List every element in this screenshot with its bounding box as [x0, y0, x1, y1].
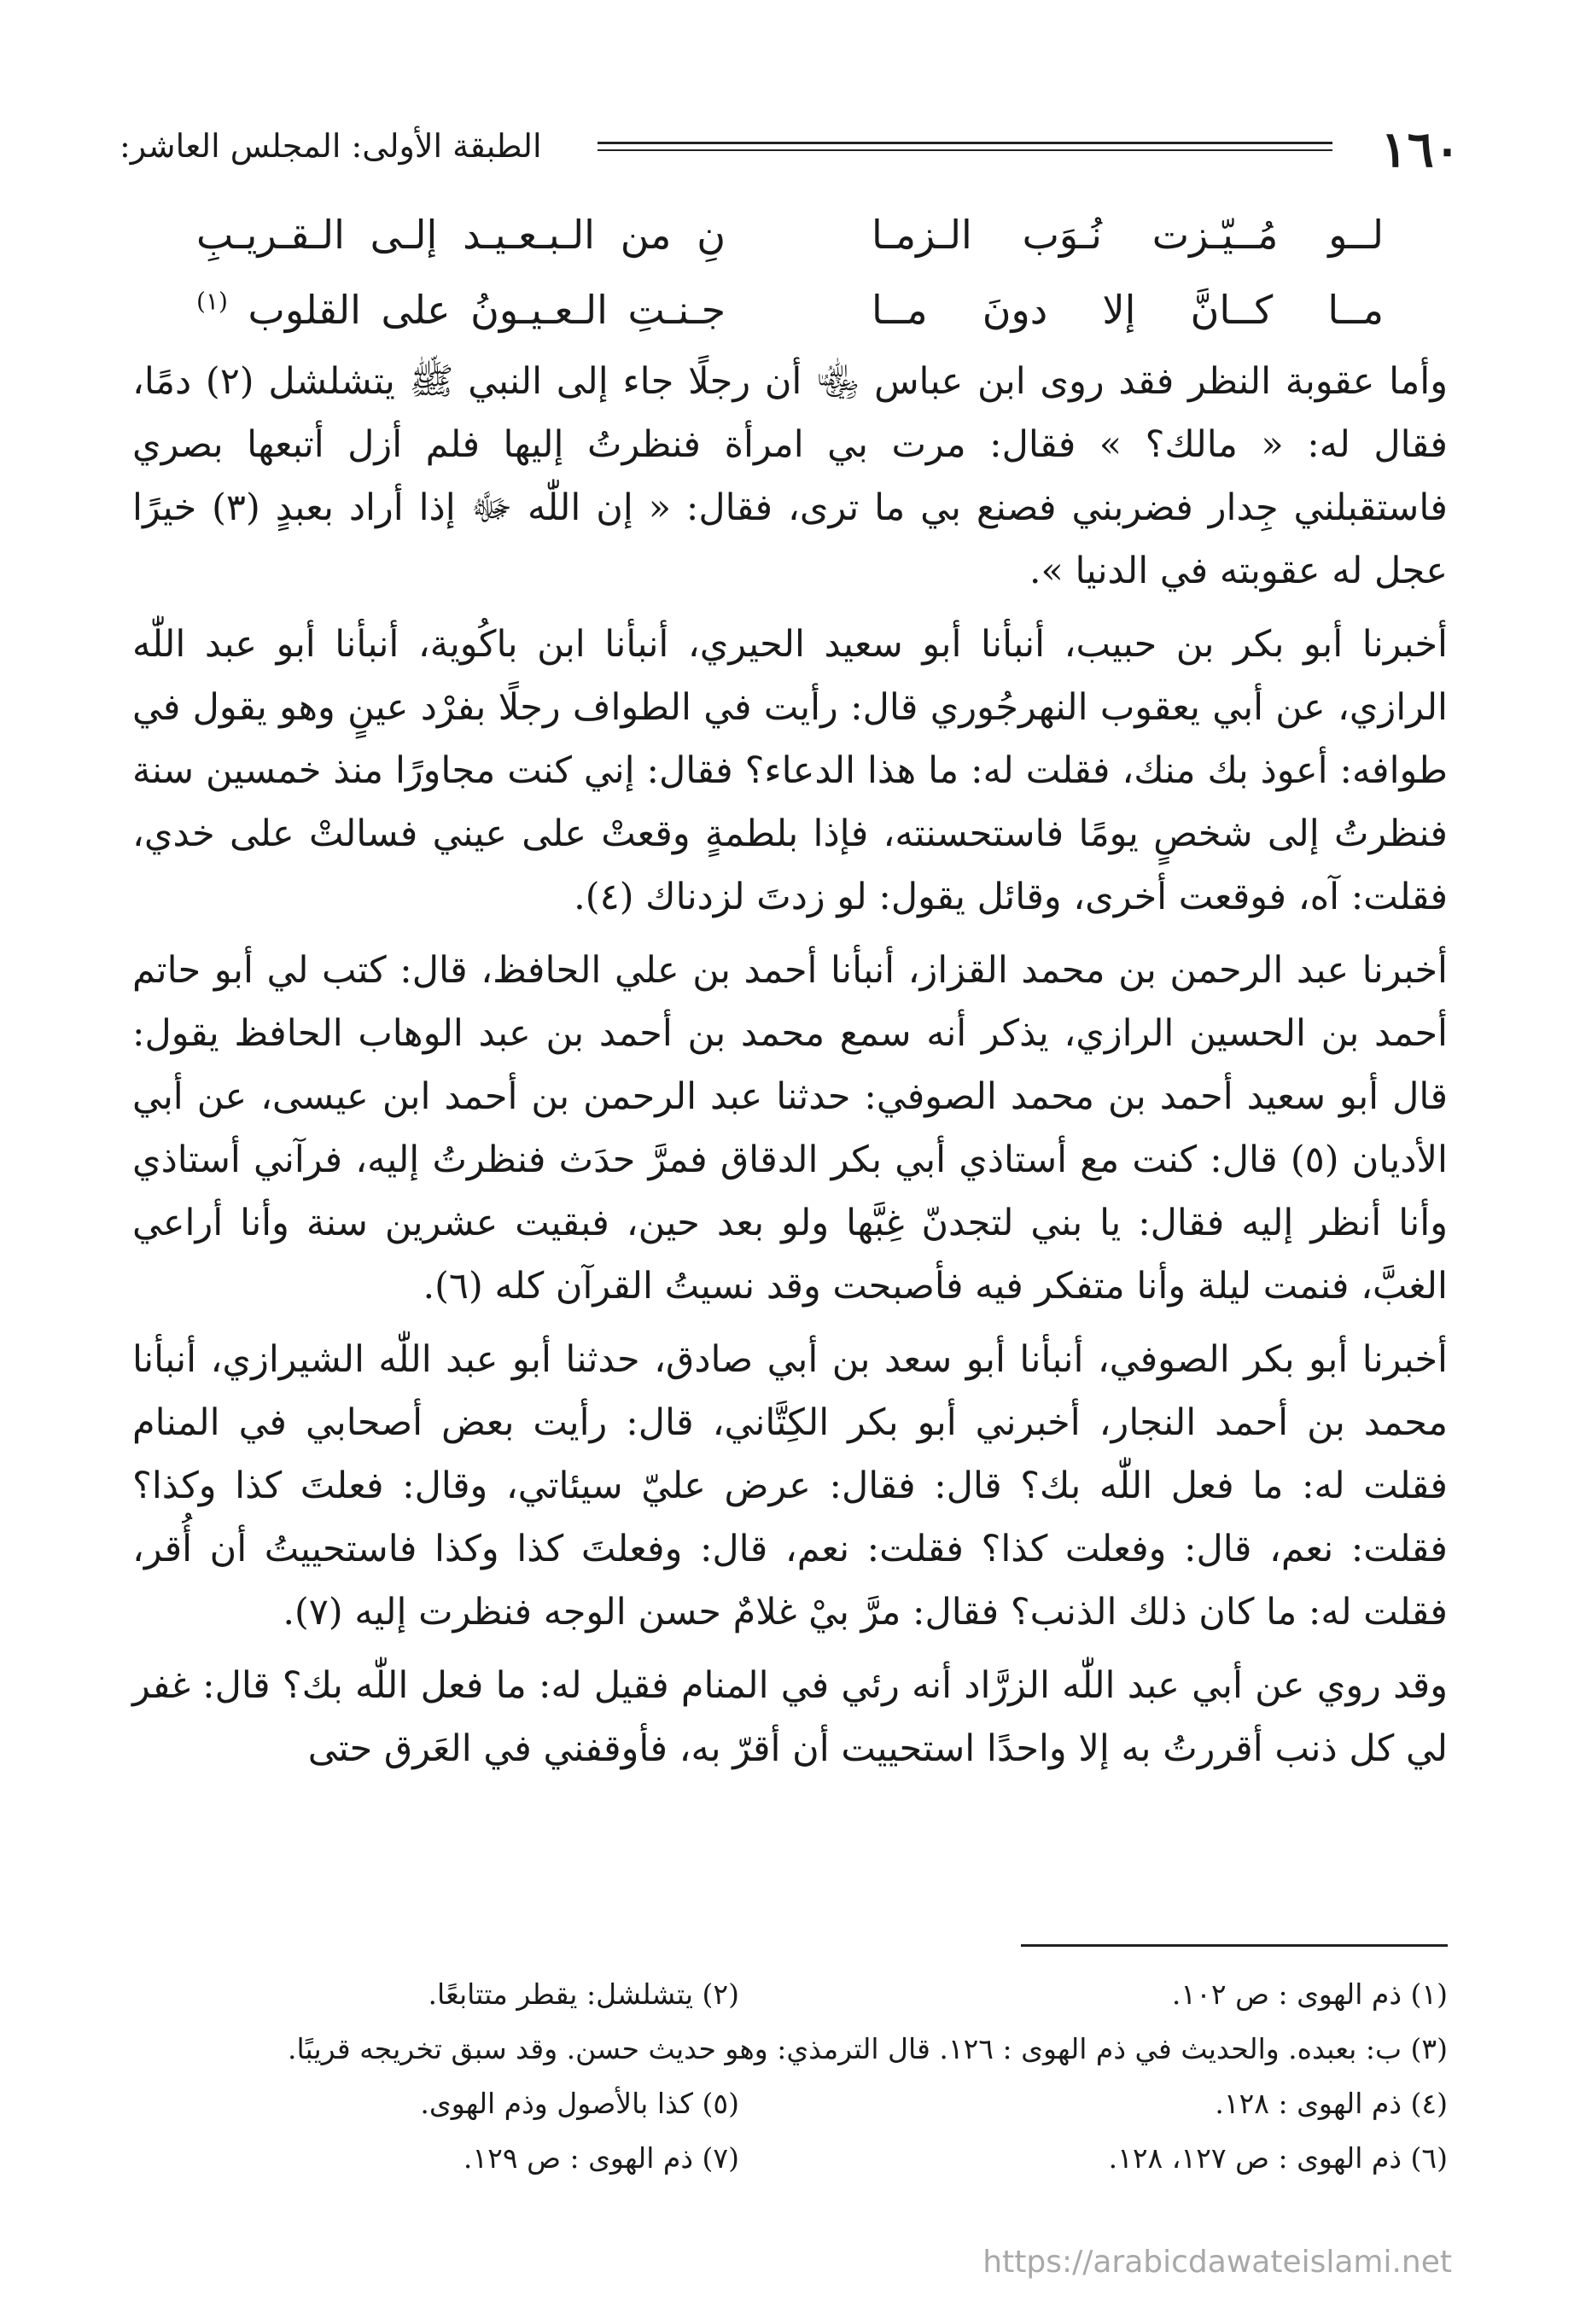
- running-title: الطبقة الأولى: المجلس العاشر:: [120, 127, 542, 165]
- paragraph: أخبرنا عبد الرحمن بن محمد القزاز، أنبأنا أحمد بن علي الحافظ، قال: كتب لي أبو حاتم أحمد بن الحسين الرازي، يذكر أنه سمع محمد بن أحمد بن عبد الوهاب الحافظ يقول: قال أبو سعيد أحمد بن محمد الصوفي: حدثنا عبد الرحمن بن أحمد ابن عيسى، عن أبي الأديان (٥) قال: كنت مع أستاذي أبي بكر الدقاق فمرَّ حدَث فنظرتُ إليه، فرآني أستاذي وأنا أنظر إليه فقال: يا بني لتجدنّ غِبَّها ولو بعد حين، فبقيت عشرين سنة وأنا أراعي الغبَّ، فنمت ليلة وأنا متفكر فيه فأصبحت وقد نسيتُ القرآن كله (٦).: [132, 949, 1449, 1308]
- paragraph: وأما عقوبة النظر فقد روى ابن عباس ﵄ أن رجلًا جاء إلى النبي ﷺ يتشلشل (٢) دمًا، فقال له: « مالك؟ » فقال: مرت بي امرأة فنظرتُ إليها فلم أزل أتبعها بصري فاستقبلني جِدار فضربني فصنع بي ما ترى، فقال: « إن اللّٰه ﷻ إذا أراد بعبدٍ (٣) خيرًا عجل له عقوبته في الدنيا ».: [132, 360, 1448, 592]
- verse-hemistich-second-with-ref: [196, 276, 726, 344]
- footnote-4: (٤) ذم الهوى : ١٢٨.: [1215, 2087, 1448, 2120]
- watermark-url: https://arabicdawateislami.net: [982, 2245, 1452, 2280]
- footnote-1: (١) ذم الهوى : ص ١٠٢.: [1171, 1977, 1448, 2011]
- footnote-2: (٢) يتشلشل: يقطر متتابعًا.: [428, 1977, 739, 2011]
- footnote-3: (٣) ب: بعبده. والحديث في ذم الهوى : ١٢٦. قال الترمذي: وهو حديث حسن. وقد سبق تخريجه قريبًا.: [287, 2032, 1448, 2065]
- paragraph: أخبرنا أبو بكر بن حبيب، أنبأنا أبو سعيد الحيري، أنبأنا ابن باكُوية، أنبأنا أبو عبد اللّٰه الرازي، عن أبي يعقوب النهرجُوري قال: رأيت في الطواف رجلًا بفرْد عينٍ وهو يقول في طوافه: أعوذ بك منك، فقلت له: ما هذا الدعاء؟ فقال: إني كنت مجاورًا منذ خمسين سنة فنظرتُ إلى شخصٍ يومًا فاستحسنته، فإذا بلطمةٍ وقعتْ على عيني فسالتْ على خدي، فقلت: آه، فوقعت أخرى، وقائل يقول: لو زدتَ لزدناك (٤).: [132, 623, 1448, 918]
- paragraph: أخبرنا أبو بكر الصوفي، أنبأنا أبو سعد بن أبي صادق، حدثنا أبو عبد اللّٰه الشيرازي، أنبأنا محمد بن أحمد النجار، أخبرني أبو بكر الكِتَّاني، قال: رأيت بعض أصحابي في المنام فقلت له: ما فعل اللّٰه بك؟ قال: فقال: عرض عليّ سيئاتي، وقال: فعلتَ كذا وكذا؟ فقلت: نعم، قال: وفعلت كذا؟ فقلت: نعم، قال: وفعلتَ كذا وكذا فاستحييتُ أن أُقر، فقلت له: ما كان ذلك الذنب؟ فقال: مرَّ بيْ غلامٌ حسن الوجه فنظرت إليه (٧).: [132, 1338, 1448, 1634]
- footnote-row: [145, 2131, 1448, 2186]
- paragraph: وقد روي عن أبي عبد اللّٰه الزرَّاد أنه رئي في المنام فقيل له: ما فعل اللّٰه بك؟ قال: غفر لي كل ذنب أقررتُ به إلا واحدًا استحييت أن أقرّ به، فأوقفني في العَرق حتى: [132, 1664, 1448, 1770]
- footnote-separator: [1021, 1944, 1448, 1947]
- footnote-row: [145, 2076, 1448, 2131]
- footnotes: [145, 1967, 1448, 2186]
- footnote-6: (٦) ذم الهوى : ص ١٢٧، ١٢٨.: [1108, 2141, 1448, 2175]
- footnote-row: [145, 2022, 1448, 2076]
- footnote-7: (٧) ذم الهوى : ص ١٢٩.: [463, 2141, 739, 2175]
- page-header: [120, 119, 1460, 179]
- main-text: [132, 350, 1448, 1791]
- page-number: ١٦٠: [1380, 120, 1460, 178]
- poetry-verse: [196, 201, 1384, 269]
- verse-hemistich-first: لــو مُــيّـزت نُـوَب الـزمـا: [872, 212, 1384, 258]
- verse-hemistich-first: مــا كــانَّ إلا دونَ مــا: [872, 287, 1384, 333]
- footnote-reference: (١): [196, 287, 228, 316]
- footnote-5: (٥) كذا بالأصول وذم الهوى.: [420, 2087, 739, 2120]
- verse-hemistich-second: جـنـتِ الـعـيـونُ على القلوب: [248, 287, 726, 333]
- header-rule: [598, 142, 1332, 151]
- footnote-row: [145, 1967, 1448, 2022]
- verse-hemistich-second: نِ من الـبـعـيـد إلـى الـقـريـبِ: [196, 212, 726, 258]
- poetry-verse: [196, 276, 1384, 344]
